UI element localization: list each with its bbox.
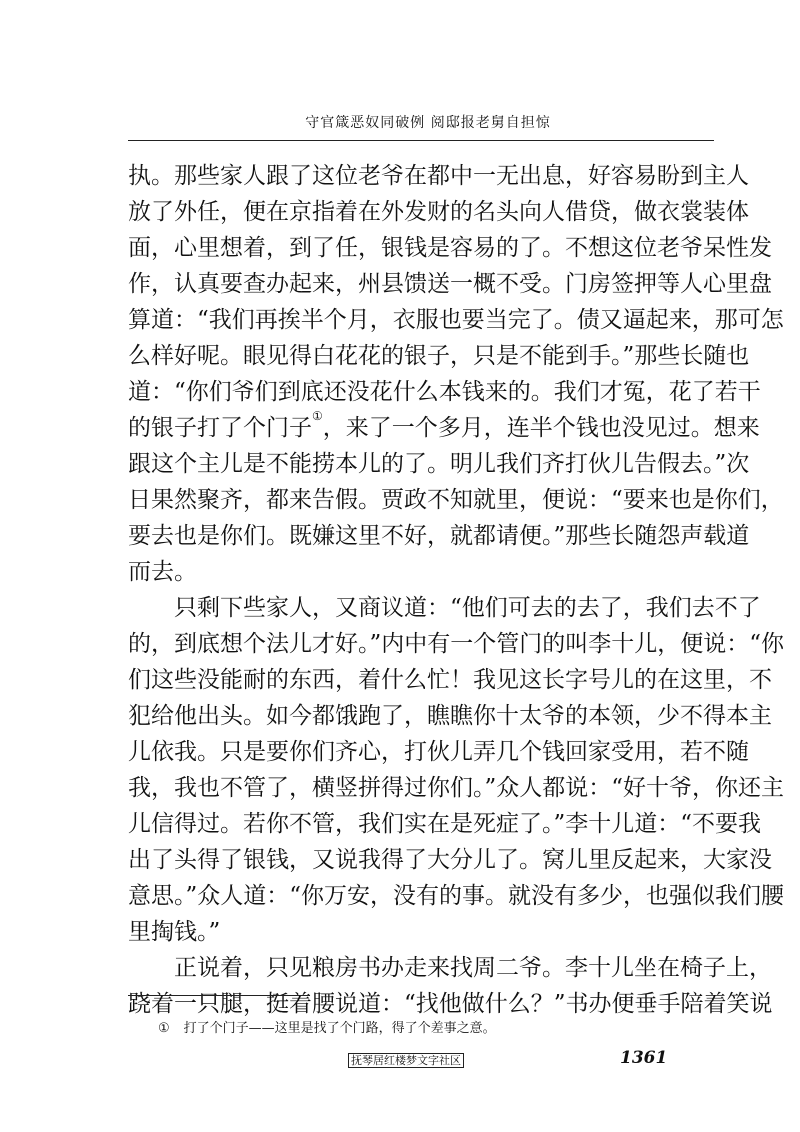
text-line: 我，我也不管了，横竖拼得过你们。”众人都说：“好十爷，你还主 (128, 775, 785, 801)
footnote-rule (128, 995, 310, 996)
footnote-text: 打了个门子——这里是找了个门路，得了个差事之意。 (183, 1021, 496, 1036)
text-line: 道：“你们爷们到底还没花什么本钱来的。我们才冤，花了若干 (128, 379, 761, 405)
running-header: 守官箴恶奴同破例 阅邸报老舅自担惊 (305, 115, 551, 131)
text-line: 儿依我。只是要你们齐心，打伙儿弄几个钱回家受用，若不随 (128, 739, 749, 765)
text-line: 算道：“我们再挨半个月，衣服也要当完了。债又逼起来，那可怎 (128, 307, 784, 333)
text-line: 的，到底想个法儿才好。”内中有一个管门的叫李十儿，便说：“你 (128, 631, 785, 657)
page-number: 1361 (620, 1048, 668, 1068)
text-line: 们这些没能耐的东西，着什么忙！我见这长字号儿的在这里，不 (128, 667, 772, 693)
text-line: 跷着一只腿，挺着腰说道：“找他做什么？”书办便垂手陪着笑说 (128, 991, 773, 1017)
text-segment: ，来了一个多月，连半个钱也没见过。想来 (322, 415, 760, 441)
text-line: 犯给他出头。如今都饿跑了，瞧瞧你十太爷的本领，少不得本主 (128, 703, 772, 729)
text-line: 只剩下些家人，又商议道：“他们可去的去了，我们去不了 (174, 595, 761, 621)
text-line: 意思。”众人道：“你万安，没有的事。就没有多少，也强似我们腰 (128, 883, 785, 909)
source-stamp: 抚琴居红楼梦文字社区 (348, 1053, 464, 1068)
text-line: 儿信得过。若你不管，我们实在是死症了。”李十儿道：“不要我 (128, 811, 762, 837)
text-line-with-note (128, 409, 760, 446)
text-line: 面，心里想着，到了任，银钱是容易的了。不想这位老爷呆性发 (128, 235, 772, 261)
text-line: 正说着，只见粮房书办走来找周二爷。李十儿坐在椅子上， (174, 955, 772, 981)
footnote-reference[interactable]: ① (312, 409, 323, 423)
text-line: 么样好呢。眼见得白花花的银子，只是不能到手。”那些长随也 (128, 343, 750, 369)
text-line: 日果然聚齐，都来告假。贾政不知就里，便说：“要来也是你们， (128, 487, 784, 513)
footnote (158, 1017, 496, 1036)
text-line: 执。那些家人跟了这位老爷在都中一无出息，好容易盼到主人 (128, 163, 749, 189)
text-line: 里掏钱。” (128, 919, 221, 945)
text-line: 要去也是你们。既嫌这里不好，就都请便。”那些长随怨声载道 (128, 523, 750, 549)
text-line: 作，认真要查办起来，州县馈送一概不受。门房签押等人心里盘 (128, 271, 772, 297)
text-line: 出了头得了银钱，又说我得了大分儿了。窝儿里反起来，大家没 (128, 847, 772, 873)
text-line: 放了外任，便在京指着在外发财的名头向人借贷，做衣裳装体 (128, 199, 749, 225)
text-segment: 的银子打了个门子 (128, 415, 312, 441)
footnote-mark: ① (158, 1021, 170, 1036)
text-line: 跟这个主儿是不能捞本儿的了。明儿我们齐打伙儿告假去。”次 (128, 451, 750, 477)
text-line: 而去。 (128, 559, 197, 585)
header-rule (128, 140, 714, 141)
